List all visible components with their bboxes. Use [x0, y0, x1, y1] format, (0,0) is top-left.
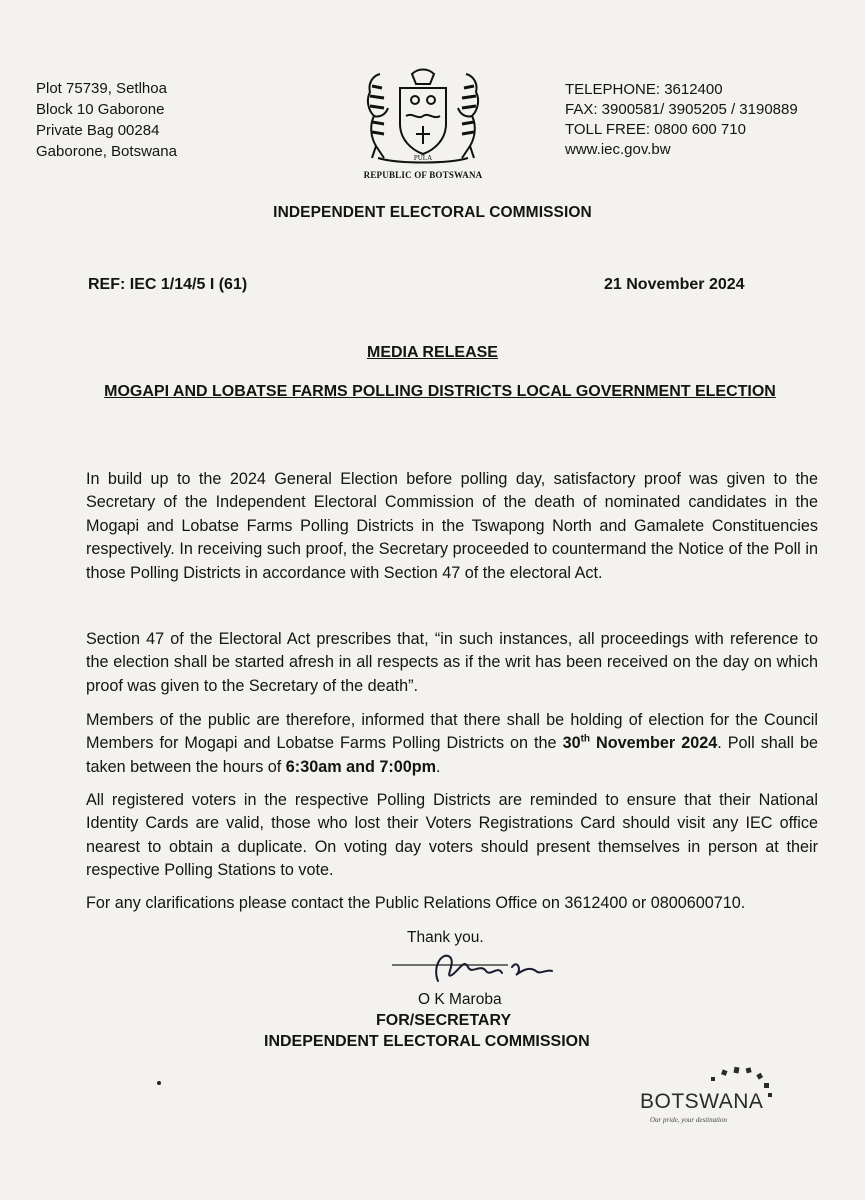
crest-caption: REPUBLIC OF BOTSWANA — [363, 170, 483, 180]
botswana-brand-logo — [636, 1066, 796, 1136]
address-line: Gaborone, Botswana — [36, 143, 177, 160]
stray-mark — [157, 1081, 161, 1085]
paragraph: All registered voters in the respective Polling Districts are reminded to ensure that their National Identity Cards are valid, those who lost their Voters Registrations Card should visit any IEC office nearest to obtain a duplicate. On voting day voters should present themselves in person at their respective Polling Stations to vote. — [86, 791, 818, 880]
website-line: www.iec.gov.bw — [565, 141, 671, 158]
organisation-heading: INDEPENDENT ELECTORAL COMMISSION — [273, 204, 592, 221]
postal-address — [36, 78, 177, 162]
paragraph: For any clarifications please contact the Public Relations Office on 3612400 or 0800600710. — [86, 894, 746, 912]
brand-wordmark: BOTSWANA — [640, 1090, 764, 1113]
election-date-rest: November 2024 — [590, 734, 718, 753]
polling-hours: 6:30am and 7:00pm — [285, 757, 437, 776]
paragraph: Section 47 of the Electoral Act prescribes that, “in such instances, all proceedings with reference to the election shall be started afresh in all respects as if the writ has been received on the day on which proof was given to the Secretary of the death”. — [86, 630, 818, 695]
subject-heading: MOGAPI AND LOBATSE FARMS POLLING DISTRICTS LOCAL GOVERNMENT ELECTION — [104, 383, 776, 400]
document-type-heading: MEDIA RELEASE — [367, 344, 498, 361]
coat-of-arms-icon — [348, 66, 498, 170]
address-line: Plot 75739, Setlhoa — [36, 80, 167, 97]
coat-of-arms — [348, 66, 498, 184]
toll-free-line: TOLL FREE: 0800 600 710 — [565, 121, 746, 138]
paragraph — [86, 709, 818, 779]
signature-block — [0, 925, 865, 1055]
election-date-day: 30 — [562, 734, 581, 753]
address-line: Block 10 Gaborone — [36, 101, 165, 118]
handwritten-signature — [390, 945, 570, 991]
date-ordinal-suffix: th — [580, 734, 591, 746]
address-line: Private Bag 00284 — [36, 122, 160, 139]
signatory-organisation: INDEPENDENT ELECTORAL COMMISSION — [264, 1033, 590, 1050]
contact-details — [565, 80, 798, 160]
paragraph: In build up to the 2024 General Election before polling day, satisfactory proof was given to the Secretary of the Independent Electoral Commission of the death of nominated candidates in the Mogapi and Lobatse Farms Polling Districts in the Tswapong North and Gamalete Constituencies respectively. In receiving such proof, the Secretary proceeded to countermand the Notice of the Poll in those Polling Districts in accordance with Section 47 of the electoral Act. — [86, 470, 818, 582]
paragraph-text: . Poll shall be taken between the hours of — [86, 734, 819, 776]
signatory-name: O K Maroba — [418, 991, 502, 1008]
closing-salutation: Thank you. — [407, 929, 484, 946]
brand-tagline: Our pride, your destination — [650, 1116, 727, 1124]
crest-motto: PULA — [413, 154, 433, 162]
release-date: 21 November 2024 — [604, 276, 745, 293]
paragraph-text: Members of the public are therefore, informed that there shall be holding of election for the Council Members for Mogapi and Lobatse Farms Polling Districts on the — [86, 711, 818, 753]
reference-number: REF: IEC 1/14/5 I (61) — [88, 276, 248, 293]
signatory-role: FOR/SECRETARY — [376, 1012, 512, 1029]
paragraph-text: . — [436, 757, 441, 776]
telephone-line: TELEPHONE: 3612400 — [565, 81, 723, 98]
fax-line: FAX: 3900581/ 3905205 / 3190889 — [565, 101, 798, 118]
